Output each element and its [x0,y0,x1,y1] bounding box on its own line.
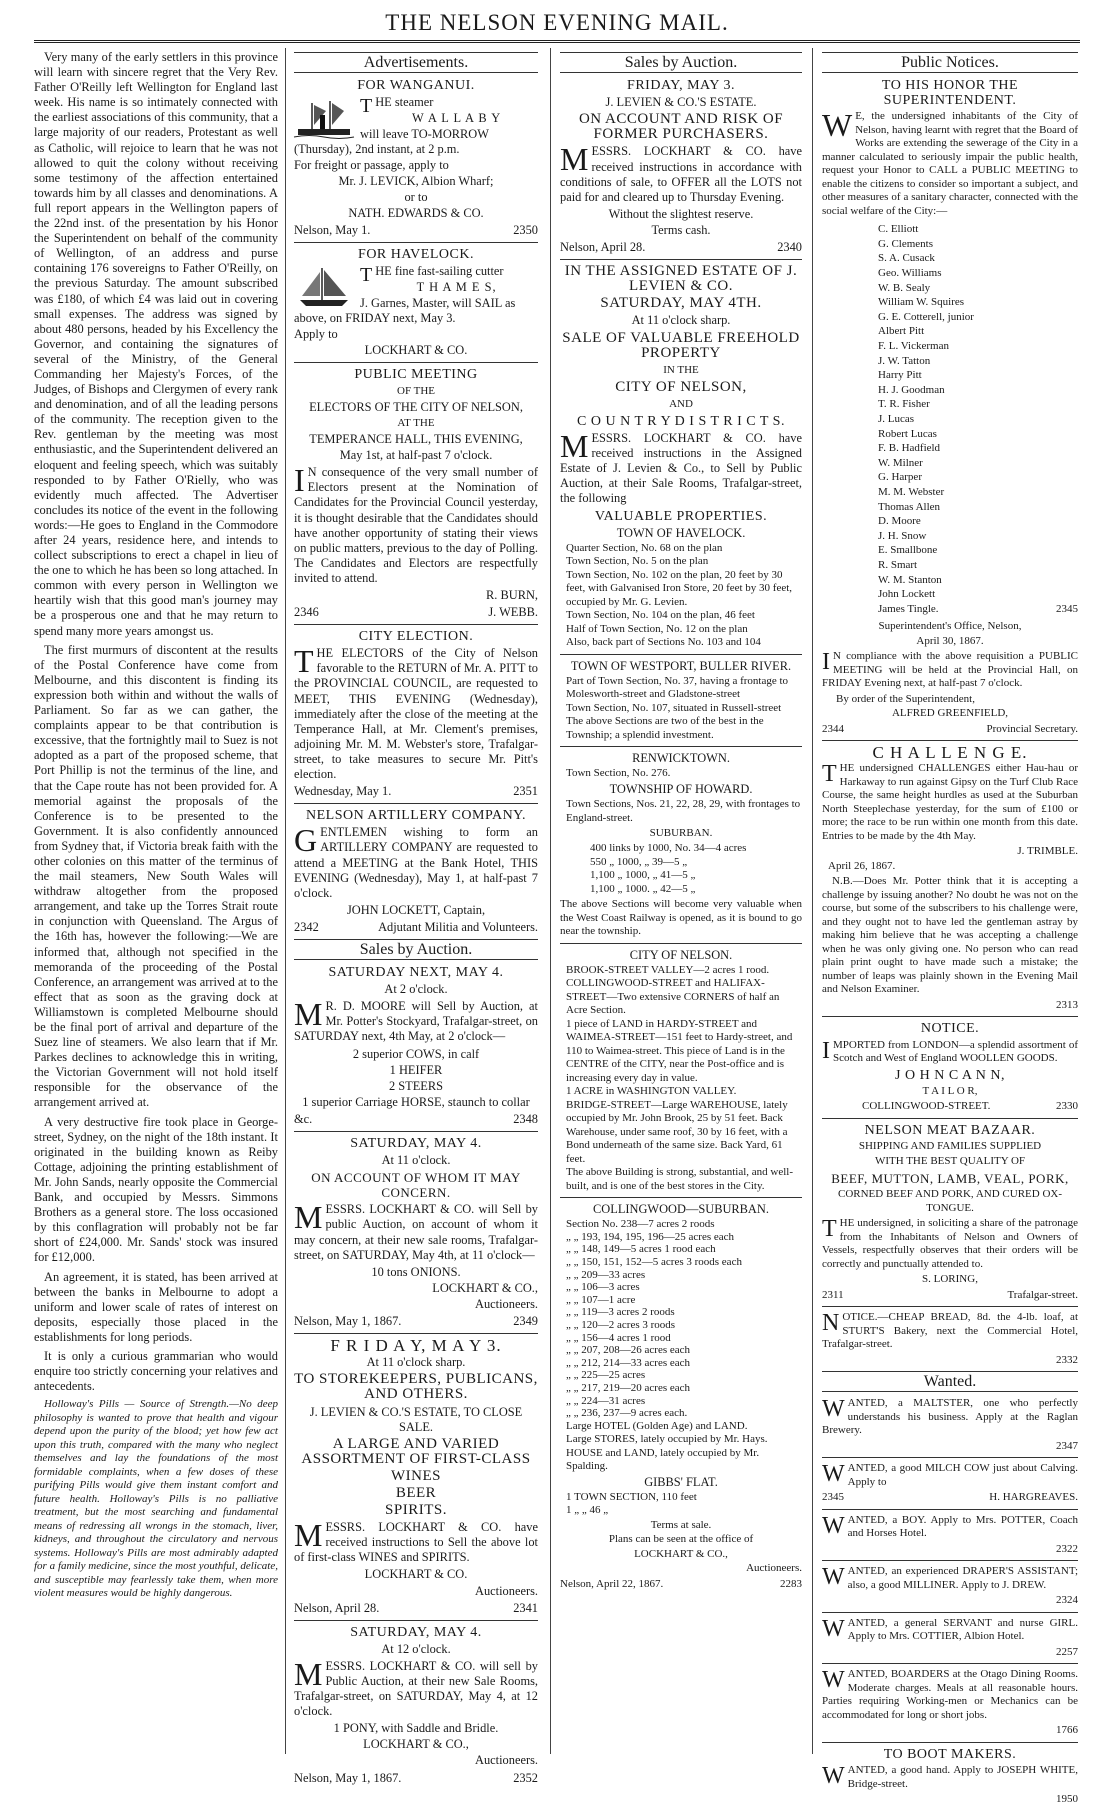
ad-wanted: WANTED, BOARDERS at the Otago Dining Rooms. Moderate charges. Meals at all reasonable hours. Parties requiring Working-men or Mechanics can be accommodated for long or short jobs. 1766 [822,1667,1078,1737]
newspaper-title: THE NELSON EVENING MAIL. [385,10,729,35]
holloway-ad: Holloway's Pills — Source of Strength.—No deep philosophy is wanted to prove that health and vigour depend upon the purity of the blood; yet how few act upon this truth, compared with the many who neglect themselves and lay the foundations of the most formidable complaints, when a few doses of these purifying Pills would give them instant comfort and future health. Holloway's Pills is no palliative treatment, but the most searching and fundamental means of redressing all wrongs in the stomach, liver, kidneys, and throughout the circulatory and nervous systems. Holloway's Pills are most admirably adapted for a family medicine, since the most youthful, delicate, and susceptible may fearlessly take them, when more violent measures would be highly dangerous. [34,1398,278,1600]
ad-title: FOR HAVELOCK. [358,247,474,263]
section-heading: Sales by Auction. [560,52,802,73]
article-paragraph: The first murmurs of discontent at the results of the Postal Conference have come from Melbourne, and this discontent is finding its expression both within and without the walls of Parliament. So far as we can gather, the complaints appear to be that contribution is excessive, that the fortnightly mail to Suez is not adopted as a part of the proposed scheme, that Port Phillip is not the terminus of the line, and that the Cape route has not been provided for. A memorial against the proposals of the Conference is to be presented to the Government. It is also confidently announced from Sydney that, if Victoria break faith with the other colonies on this matter of the terminus of the mail steamers, New South Wales will withdraw altogether from the proposed arrangement, and take up the Torres Strait route in conjunction with Queensland. The Argus of the 16th has, however the following:—We are informed that, although not specified in the memoranda of the proceeding of the Postal Conference, an arrangement was arrived at to the effect that as soon as the graving dock at Williamstown is completed Melbourne should be the final port of arrival and departure of the Suez line of steamers. We also learn that if Mr. Parkes declines to acknowledge this in writing, the Victorian Government will not hold itself responsible for the observance of the arrangement arrived at. [34,642,278,1110]
article-paragraph: It is only a curious grammarian who would enquire too strictly concerning your relatives and antecedents. [34,1348,278,1394]
ad-title: FOR WANGANUI. [357,78,475,94]
ad-city-election: CITY ELECTION. THE ELECTORS of the City of Nelson favorable to the RETURN of Mr. A. PITT to the PROVINCIAL COUNCIL, are requested to MEET, THIS EVENING (Wednesday), immediately after the close of the meeting at the Temperance Hall, at Mr. Clement's premises, adjoining Mr. M. M. Webster's store, Trafalgar-street, to take measures to secure Mr. Pitt's election. Wednesday, May 1. 2351 [294,629,538,799]
article-paragraph: A very destructive fire took place in George-street, Sydney, on the night of the 18th instant. It originated in the building known as Reiby Cottage, adjoining the printing establishment of Mr. John Sands, nearly opposite the Commercial Bank, and occupied by Messrs. Simmons Brothers as a general store. The loss occasioned by this conflagration will probably not be far short of £24,000. Mr. Sands' stock was insured for £12,000. [34,1114,278,1265]
collingwood-list: Section No. 238—7 acres 2 roods „ „ 193, 194, 195, 196—25 acres each „ „ 148, 149—5 acres 1 rood each „ „ 150, 151, 152—5 acres 3 roods each „ „ 209—33 acres „ „ 106—3 acres „ „ 107—1 acre „ „ 119—3 acres 2 roods „ „ 120—2 acres 3 roods „ „ 156—4 acres 1 rood „ „ 207, 208—26 acres each „ „ 212, 214—33 acres each „ „ 225—25 acres „ „ 217, 219—20 acres each „ „ 224—31 acres „ „ 236, 237—9 acres each. [566,1218,742,1420]
section-heading: Advertisements. [294,52,538,73]
column-sales [560,50,802,1750]
ad-notice-cann: NOTICE. IMPORTED from LONDON—a splendid assortment of Scotch and West of England WOOLLEN GOODS. J O H N C A N N, T A I L O R, COLLINGWOOD-STREET. 2330 [822,1021,1078,1113]
masthead [0,0,1114,44]
ad-sale-pony: SATURDAY, MAY 4. At 12 o'clock. MESSRS. LOCKHART & CO. will sell by Public Auction, at their new Sale Rooms, Trafalgar-street, on SATURDAY, May 4, at 12 o'clock. 1 PONY, with Saddle and Bridle. LOCKHART & CO., Auctioneers. Nelson, May 1, 1867. 2352 [294,1624,538,1785]
section-heading: Sales by Auction. [294,939,538,960]
suburban-list: 400 links by 1000, No. 34—4 acres 550 „ 1000, „ 39—5 „ 1,100 „ 1000, „ 41—5 „ 1,100 „ 1000. „ 42—5 „ [590,842,747,895]
column-editorial [34,50,278,1750]
ad-challenge: C H A L L E N G E. THE undersigned CHALLENGES either Hau-hau or Harkaway to run against Gipsy on the Turf Club Race Course, the same height hurdles as used at the Suburban North Steeplechase yesterday, for the sum of £100 or more; the race to be run within one month from this date. Entries to be made by the 4th May. J. TRIMBLE. April 26, 1867. N.B.—Does Mr. Potter think that it is accepting a challenge by issuing another? No doubt he was not on the course, but some of the subscribers to his challenge were, and they ought not to have led the gentleman astray by making him believe that he was accepting a challenge when he was only giving one. No person who can read plain print ought to have made such a mistake; the number of leaps was plainly shown in the Evening Mail and Nelson Examiner. 2313 [822,743,1078,1011]
ad-sale-wines: F R I D A Y, M A Y 3. At 11 o'clock sharp. TO STOREKEEPERS, PUBLICANS, AND OTHERS. J. LEVIEN & CO.'S ESTATE, TO CLOSE SALE. A LARGE AND VARIED ASSORTMENT OF FIRST-CLASS WINES BEER SPIRITS. MESSRS. LOCKHART & CO. have received instructions to Sell the above lot of first-class WINES and SPIRITS. LOCKHART & CO. Auctioneers. Nelson, April 28. 2341 [294,1336,538,1615]
column-divider [285,48,286,1754]
ad-cheap-bread: NOTICE.—CHEAP BREAD, 8d. the 4-lb. loaf, at STURT'S Bakery, next the Commercial Hotel, Trafalgar-street. 2332 [822,1310,1078,1366]
ad-wanganui: FOR WANGANUI. THE steamer W A L L A B Y will leave TO-MORROW (Thursday), 2nd instant, at 2 p.m. For freight or passage, apply to Mr. J. LEVICK, Albion Wharf; or to NATH. EDWARDS & CO. Nelson, May 1. 2350 [294,78,538,237]
ad-meat-bazaar: NELSON MEAT BAZAAR. SHIPPING AND FAMILIES SUPPLIED WITH THE BEST QUALITY OF BEEF, MUTTON, LAMB, VEAL, PORK, CORNED BEEF AND PORK, AND CURED OX-TONGUE. THE undersigned, in soliciting a share of the patronage from the Inhabitants of Nelson and Owners of Vessels, respectfully observes that their orders will be correctly and punctually attended to. S. LORING, 2311 Trafalgar-street. [822,1122,1078,1301]
steamer-ship-icon [294,97,354,141]
article-paragraph: Very many of the early settlers in this province will learn with sincere regret that the Very Rev. Father O'Reilly left Wellington for England last week. His name is so intimately connected with the earliest associations of this community, that a large majority of our readers, Protestant as well as Catholic, will rejoice to learn that he was not allowed to quit the colony without receiving some testimony of the affection entertained towards him by all classes and denominations. A full report appears in the Wellington papers of the 22nd inst. of the presentation by his Honor the Superintendent on behalf of the community of Wellington, of an address and purse containing 176 sovereigns to Father O'Reilly, on the previous Saturday. The amount subscribed was £180, of which £4 was laid out in covering small expenses. The address was signed by about 480 persons, headed by his Excellency the Governor, and containing the signatures of several of the Ministry, of the General Commanding her Majesty's Forces, of the Judges, of Bishops and Clergymen of every rank and denomination, and of all the leading persons of the community. The reception given to the Rev. gentleman by the meeting was most enthusiastic, and the Superintendent delivered an eloquent and feeling speech, which was suitably responded to by Father O'Rielly, who was evidently much affected. The Advertiser concludes its notice of the event in the following words:—He goes to England in the Commodore after 24 years, residence here, and intends to collect subscriptions to erect a chapel in lieu of the one to which he has been so long attached. In common with every person in Wellington we heartily wish that this good man's journey may be a prosperous one and that he may return to spend many more years amongst us. [34,50,278,638]
ad-superintendent: TO HIS HONOR THE SUPERINTENDENT. W E, the undersigned inhabitants of the City of Nelson, having learnt with regret that the Board of Works are extending the sewerage of the City in a manner calculated to seriously impair the public health, request your Honor to CALL a PUBLIC MEETING to enable the citizens to consider so important a subject, and other measures of a sanitary character, connected with the social welfare of the City:— C. Elliott G. Clements S. A. Cusack Geo. Williams W. B. Sealy William W. Squires G. E. Cotterell, junior Albert Pitt F. L. Vickerman J. W. Tatton Harry Pitt H. J. Goodman T. R. Fisher J. Lucas Robert Lucas F. B. Hadfield W. Milner G. Harper M. M. Webster Thomas Allen D. Moore J. H. Snow E. Smallbone R. Smart W. M. Stanton John Lockett James Tingle. 2345 Superintendent's Office, Nelson, April 30, 1867. I N compliance with the above requisition a PUBLIC MEETING will be held at the Provincial Hall, on FRIDAY Evening next, at half-past 7 o'clock. By order of the Superintendent, ALFRED GREENFIELD, 2344 Provincial Secretary. [822,78,1078,735]
ad-wanted: WANTED, a general SERVANT and nurse GIRL. Apply to Mrs. COTTIER, Albion Hotel. 2257 [822,1615,1078,1658]
ad-boot-makers: TO BOOT MAKERS. WANTED, a good hand. Apply to JOSEPH WHITE, Bridge-street. 1950 [822,1746,1078,1806]
ad-wanted: WANTED, a MALTSTER, one who perfectly understands his business. Apply at the Raglan Brewery. 2347 [822,1396,1078,1452]
westport-list: Part of Town Section, No. 37, having a frontage to Molesworth-street and Gladstone-street Town Section, No. 107, situated in Russell-street The above Sections are two of the best in the Township; a splendid investment. [566,674,789,741]
column-advertisements [294,50,538,1785]
column-public-notices [822,50,1078,1806]
havelock-list: Quarter Section, No. 68 on the plan Town Section, No. 5 on the plan Town Section, No. 102 on the plan, 20 feet by 30 feet, with Galvanised Iron Store, 20 feet by 30 feet, occupied by Mr. G. Levien. Town Section, No. 104 on the plan, 46 feet Half of Town Section, No. 12 on the plan Also, back part of Sections No. 103 and 104 [566,541,793,649]
ad-wanted: WANTED, a BOY. Apply to Mrs. POTTER, Coach and Horses Hotel. 2322 [822,1512,1078,1555]
city-list: BROOK-STREET VALLEY—2 acres 1 rood. COLLINGWOOD-STREET and HALIFAX-STREET—Two extensive CORNERS of half an Acre Section. 1 piece of LAND in HARDY-STREET and WAIMEA-STREET—151 feet to Hardy-street, and 110 to Waimea-street. This piece of Land is in the CENTRE of the CITY, near the Post-office and is increasing every day in value. 1 ACRE in WASHINGTON VALLEY. BRIDGE-STREET—Large WAREHOUSE, lately occupied by Mr. John Brook, 25 by 51 feet. Back Warehouse, under same roof, 30 by 16 feet, with a Bond underneath of the same size. Back Yard, 61 feet. The above Building is strong, substantial, and well-built, and is one of the best stores in the City. [566,963,793,1192]
column-divider [812,48,813,1754]
ad-public-meeting: PUBLIC MEETING OF THE ELECTORS OF THE CITY OF NELSON, AT THE TEMPERANCE HALL, THIS EVENING, May 1st, at half-past 7 o'clock. I N consequence of the very small number of Electors present at the Nomination of Candidates for the Provincial Council yesterday, it is thought desirable that the Candidates should have another opportunity of stating their views on public matters, previous to the day of Polling. The Candidates and Electors are respectfully invited to attend. R. BURN, 2346 J. WEBB. [294,366,538,620]
ad-wanted: WANTED, a good MILCH COW just about Calving. Apply to 2345 H. HARGREAVES. [822,1461,1078,1504]
ad-artillery: NELSON ARTILLERY COMPANY. GENTLEMEN wishing to form an ARTILLERY COMPANY are requested to attend a MEETING at the Bank Hotel, THIS EVENING (Wednesday), May 1, at half-past 7 o'clock. JOHN LOCKETT, Captain, 2342 Adjutant Militia and Volunteers. [294,808,538,934]
article-paragraph: An agreement, it is stated, has been arrived at between the banks in Melbourne to adopt a uniform and lower scale of rates of interest on deposits, especially those placed in the establishments for long periods. [34,1269,278,1344]
section-heading: Public Notices. [822,52,1078,73]
ad-assigned-estate: IN THE ASSIGNED ESTATE OF J. LEVIEN & CO. SATURDAY, MAY 4TH. At 11 o'clock sharp. SALE OF VALUABLE FREEHOLD PROPERTY IN THE CITY OF NELSON, AND C O U N T R Y D I S T R I C T S. MESSRS. LOCKHART & CO. have received instructions in the Assigned Estate of J. Levien & Co., to Sell by Public Auction, at their Sale Rooms, Trafalgar-street, the following VALUABLE PROPERTIES. TOWN OF HAVELOCK. Quarter Section, No. 68 on the plan Town Section, No. 5 on the plan Town Section, No. 102 on the plan, 20 feet by 30 feet, with Galvanised Iron Store, 20 feet by 30 feet, occupied by Mr. G. Levien. Town Section, No. 104 on the plan, 46 feet Half of Town Section, No. 12 on the plan Also, back part of Sections No. 103 and 104 TOWN OF WESTPORT, BULLER RIVER. Part of Town Section, No. 37, having a frontage to Molesworth-street and Gladstone-street Town Section, No. 107, situated in Russell-street The above Sections are two of the best in the Township; a splendid investment. RENWICKTOWN. Town Section, No. 276. TOWNSHIP OF HOWARD. Town Sections, Nos. 21, 22, 28, 29, with frontages to England-street. SUBURBAN. 400 links by 1000, No. 34—4 acres 550 „ 1000, „ 39—5 „ 1,100 „ 1000, „ 41—5 „ 1,100 „ 1000. „ 42—5 „ The above Sections will become very valuable when the West Coast Railway is opened, as it is bound to go near the township. CITY OF NELSON. BROOK-STREET VALLEY—2 acres 1 rood. COLLINGWOOD-STREET and HALIFAX-STREET—Two extensive CORNERS of half an Acre Section. 1 piece of LAND in HARDY-STREET and WAIMEA-STREET—151 feet to Hardy-street, and 110 to Waimea-street. This piece of Land is in the CENTRE of the CITY, near the Post-office and is increasing every day in value. 1 ACRE in WASHINGTON VALLEY. BRIDGE-STREET—Large WAREHOUSE, lately occupied by Mr. John Brook, 25 by 51 feet. Back Warehouse, under same roof, 30 by 16 feet, with a Bond underneath of the same size. Back Yard, 61 feet. The above Building is strong, substantial, and well-built, and is one of the best stores in the City. COLLINGWOOD—SUBURBAN. Section No. 238—7 acres 2 roods „ „ 193, 194, 195, 196—25 acres each „ „ 148, 149—5 acres 1 rood each „ „ 150, 151, 152—5 acres 3 roods each „ „ 209—33 acres „ „ 106—3 acres „ „ 107—1 acre „ „ 119—3 acres 2 roods „ „ 120—2 acres 3 roods „ „ 156—4 acres 1 rood „ „ 207, 208—26 acres each „ „ 212, 214—33 acres each „ „ 225—25 acres „ „ 217, 219—20 acres each „ „ 224—31 acres „ „ 236, 237—9 acres each. Large HOTEL (Golden Age) and LAND. Large STORES, lately occupied by Mr. Hays. HOUSE and LAND, lately occupied by Mr. Spalding. GIBBS' FLAT. 1 TOWN SECTION, 110 feet 1 „ „ 46 „ Terms at sale. Plans can be seen at the office of LOCKHART & CO., Auctioneers. Nelson, April 22, 1867. 2283 [560,263,802,1590]
column-divider [550,48,551,1754]
signatories-list: C. Elliott G. Clements S. A. Cusack Geo. Williams W. B. Sealy William W. Squires G. E. Cotterell, junior Albert Pitt F. L. Vickerman J. W. Tatton Harry Pitt H. J. Goodman T. R. Fisher J. Lucas Robert Lucas F. B. Hadfield W. Milner G. Harper M. M. Webster Thomas Allen D. Moore J. H. Snow E. Smallbone R. Smart W. M. Stanton John Lockett James Tingle. 2345 [878,223,1078,615]
ad-sale-onions: SATURDAY, MAY 4. At 11 o'clock. ON ACCOUNT OF WHOM IT MAY CONCERN. MESSRS. LOCKHART & CO. will Sell by public Auction, on account of whom it may concern, at their new sale rooms, Trafalgar-street, on SATURDAY, May 4th, at 11 o'clock— 10 tons ONIONS. LOCKHART & CO., Auctioneers. Nelson, May 1, 1867. 2349 [294,1136,538,1329]
ad-sale-moore: SATURDAY NEXT, MAY 4. At 2 o'clock. M R. D. MOORE will Sell by Auction, at Mr. Potter's Stockyard, Trafalgar-street, on SATURDAY next, 4th May, at 2 o'clock— 2 superior COWS, in calf 1 HEIFER 2 STEERS 1 superior Carriage HORSE, staunch to collar &c. 2348 [294,965,538,1126]
ad-former-purchasers: FRIDAY, MAY 3. J. LEVIEN & CO.'S ESTATE. ON ACCOUNT AND RISK OF FORMER PURCHASERS. MESSRS. LOCKHART & CO. have received instructions in accordance with conditions of sale, to OFFER all the LOTS not paid for and cleared up to Thursday Evening. Without the slightest reserve. Terms cash. Nelson, April 28. 2340 [560,78,802,255]
cutter-ship-icon [294,266,354,310]
section-heading: Wanted. [822,1371,1078,1392]
masthead-rule [34,40,1080,43]
ad-havelock: FOR HAVELOCK. THE fine fast-sailing cutter T H A M E S, J. Garnes, Master, will SAIL as above, on FRIDAY next, May 3. Apply to LOCKHART & CO. [294,247,538,358]
ad-wanted: WANTED, an experienced DRAPER'S ASSISTANT; also, a good MILLINER. Apply to J. DREW. 2324 [822,1564,1078,1607]
